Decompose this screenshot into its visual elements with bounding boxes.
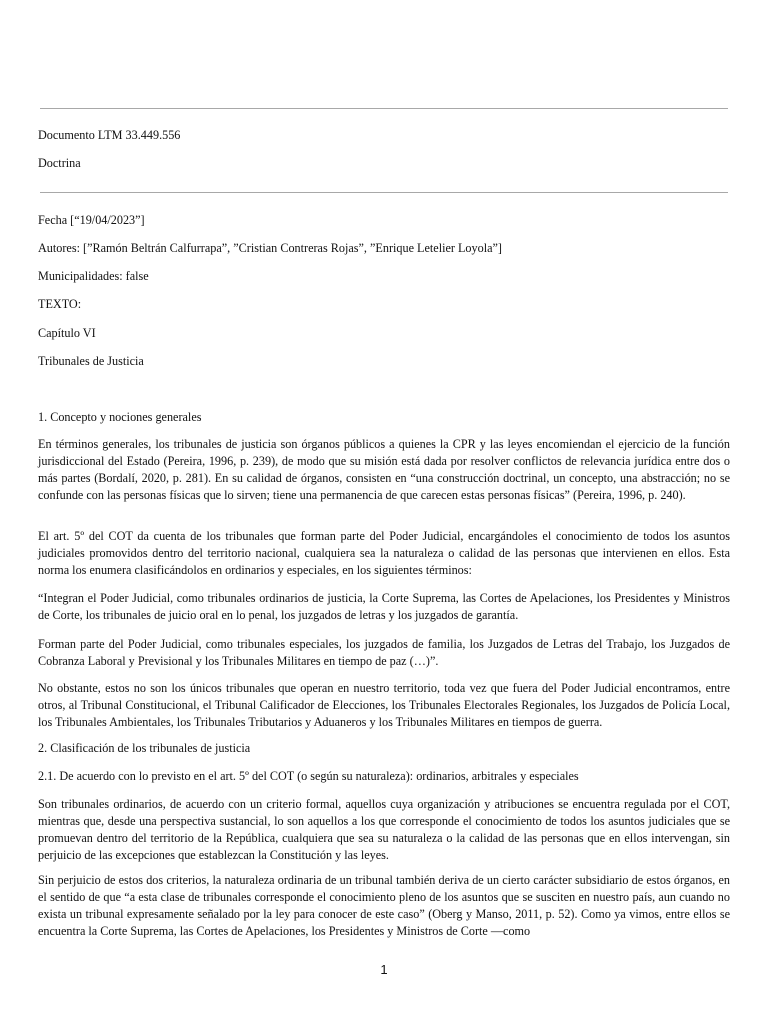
chapter-title: Tribunales de Justicia xyxy=(38,354,144,368)
paragraph-5: No obstante, estos no son los únicos tribunales que operan en nuestro territorio, toda vez que fuera del Poder Judicial encontramos, entre otros, al Tribunal Constitucional, el Tribunal Calificador de Elecciones, los Tribunales Electorales Regionales, los Juzgados de Policía Local, los Tribunales Ambientales, los Tribunales Tributarios y Aduaneros y los Tribunales Militares en tiempos de guerra. xyxy=(38,681,730,730)
section-heading-2: 2. Clasificación de los tribunales de justicia xyxy=(38,741,251,755)
date-field: Fecha [“19/04/2023”] xyxy=(38,213,145,227)
chapter-number: Capítulo VI xyxy=(38,326,96,340)
top-divider xyxy=(40,108,728,109)
paragraph-2: El art. 5º del COT da cuenta de los tribunales que forman parte del Poder Judicial, encargándoles el conocimiento de todos los asuntos judiciales promovidos dentro del territorio nacional, cualquiera sea la naturaleza o calidad de las personas que intervienen en ellos. Esta norma los enumera clasificándolos en ordinarios y especiales, en los siguientes términos: xyxy=(38,529,730,578)
page-number: 1 xyxy=(380,962,388,977)
paragraph-3: “Integran el Poder Judicial, como tribunales ordinarios de justicia, la Corte Suprema, las Cortes de Apelaciones, los Presidentes y Ministros de Corte, los tribunales de juicio oral en lo penal, los juzgados de letras y los juzgados de garantía. xyxy=(38,591,730,623)
paragraph-1: En términos generales, los tribunales de justicia son órganos públicos a quienes la CPR y las leyes encomiendan el ejercicio de la función jurisdiccional del Estado (Pereira, 1996, p. 239), de modo que su misión está dada por resolver conflictos de relevancia jurídica entre dos o más partes (Bordalí, 2020, p. 281). En su calidad de órganos, consisten en “una construcción doctrinal, un concepto, una abstracción; no se confunde con las personas físicas que lo sirven; tiene una permanencia de que carecen estas personas físicas” (Pereira, 1996, p. 240). xyxy=(38,437,730,503)
document-type: Doctrina xyxy=(38,156,81,170)
authors-field: Autores: [”Ramón Beltrán Calfurrapa”, ”Cristian Contreras Rojas”, ”Enrique Letelier Loyola”] xyxy=(38,241,502,255)
document-id: Documento LTM 33.449.556 xyxy=(38,128,181,142)
section-heading-1: 1. Concepto y nociones generales xyxy=(38,410,202,424)
municipalities-field: Municipalidades: false xyxy=(38,269,149,283)
text-label: TEXTO: xyxy=(38,297,82,311)
paragraph-6: Son tribunales ordinarios, de acuerdo con un criterio formal, aquellos cuya organización y atribuciones se encuentra regulada por el COT, mientras que, desde una perspectiva sustancial, lo son aquellos a los que corresponde el conocimiento de todos los asuntos judiciales que se promuevan dentro del territorio de la República, cualquiera que sea su naturaleza o la calidad de las personas que en ellos intervengan, sin perjuicio de las excepciones que establezcan la Constitución y las leyes. xyxy=(38,797,730,863)
paragraph-7: Sin perjuicio de estos dos criterios, la naturaleza ordinaria de un tribunal también deriva de un cierto carácter subsidiario de estos órganos, en el sentido de que “a esta clase de tribunales corresponde el conocimiento pleno de los asuntos que se susciten en nuestro país, aun cuando no exista un tribunal expresamente señalado por la ley para conocer de este caso” (Oberg y Manso, 2011, p. 52). Como ya vimos, entre ellos se encuentra la Corte Suprema, las Cortes de Apelaciones, los Presidentes y Ministros de Corte —como xyxy=(38,873,730,939)
subsection-heading-2-1: 2.1. De acuerdo con lo previsto en el art. 5º del COT (o según su naturaleza): ordinarios, arbitrales y especiales xyxy=(38,769,579,783)
header-divider xyxy=(40,192,728,193)
paragraph-4: Forman parte del Poder Judicial, como tribunales especiales, los juzgados de familia, los Juzgados de Letras del Trabajo, los Juzgados de Cobranza Laboral y Previsional y los Tribunales Militares en tiempo de paz (…)”. xyxy=(38,637,730,669)
